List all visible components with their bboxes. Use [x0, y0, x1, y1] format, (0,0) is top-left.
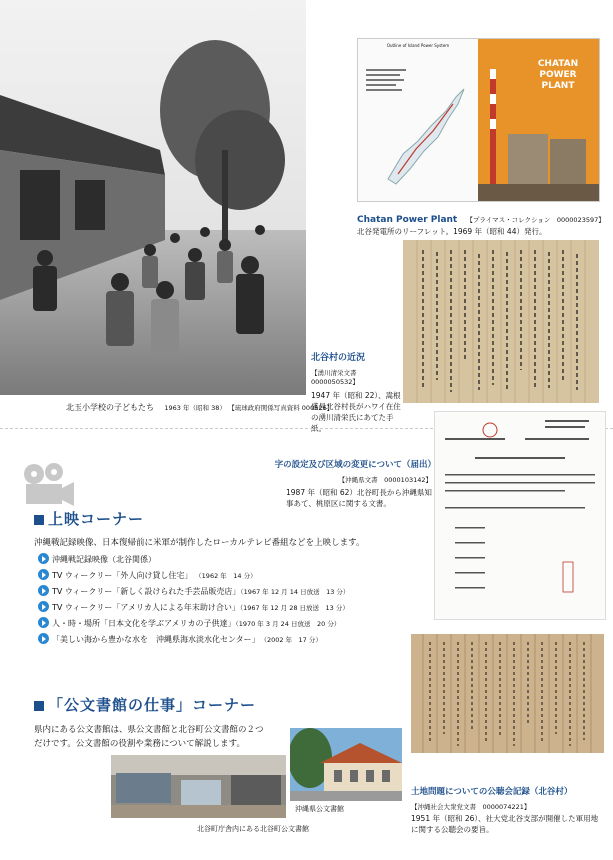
- program-title: TV ウィークリー「アメリカ人による年末助け合い」: [52, 603, 240, 612]
- typed-document-image: [434, 411, 606, 620]
- play-icon: [38, 553, 49, 564]
- letter-image: [403, 240, 599, 403]
- screening-intro: 沖縄戦記録映像、日本復帰前に米軍が制作したローカルテレビ番組などを上映します。: [34, 538, 365, 548]
- hearing-record-image: [411, 634, 604, 753]
- doc2-caption: [250, 458, 436, 509]
- square-bullet-icon: [34, 515, 44, 525]
- archives-section-title: [34, 694, 256, 715]
- doc1-details: [311, 368, 403, 434]
- school-photo-source: 【琉球政府関係写真資料 000526】: [228, 404, 334, 412]
- prefectural-archives-caption: 沖縄県公文書館: [295, 805, 344, 813]
- screening-title: 上映コーナー: [48, 510, 145, 528]
- program-meta: （1967 年 12 月 28 日放送 13 分）: [239, 604, 349, 612]
- program-meta: （2002 年 17 分）: [263, 636, 322, 644]
- archives-title: 「公文書館の仕事」コーナー: [48, 696, 257, 714]
- play-icon: [38, 585, 49, 596]
- archives-description: [34, 723, 264, 751]
- leaflet-desc: 北谷発電所のリーフレット。1969 年（昭和 44）発行。: [357, 227, 547, 236]
- play-icon: [38, 633, 49, 644]
- program-title: TV ウィークリー「外人向け貸し住宅」: [52, 571, 193, 580]
- program-title: 沖縄戦記録映像（北谷関係）: [52, 555, 156, 564]
- program-title: TV ウィークリー「新しく設けられた手芸品販売店」: [52, 587, 241, 596]
- program-item: [38, 600, 349, 616]
- program-item: [38, 568, 349, 584]
- town-archive-caption: 北谷町庁舎内にある北谷町公文書館: [197, 825, 309, 833]
- doc3-caption: [411, 785, 609, 835]
- play-icon: [38, 569, 49, 580]
- program-meta: （1962 年 14 分）: [198, 572, 257, 580]
- program-title: 人・時・場所「日本文化を学ぶアメリカの子供達」: [52, 619, 236, 628]
- program-title: 「美しい海から豊かな水を 沖縄県海水淡水化センター」: [52, 635, 260, 644]
- school-photo-date: 1963 年（昭和 38）: [164, 404, 226, 412]
- screening-section-title: [34, 508, 144, 529]
- program-item: [38, 632, 349, 648]
- doc3-title: 土地問題についての公聴会記録（北谷村）: [411, 787, 573, 797]
- school-photo-caption-title: 北玉小学校の子どもたち: [66, 403, 154, 412]
- archives-text-line1: 県内にある公文書館は、県公文書館と北谷町公文書館の２つ: [34, 725, 264, 735]
- screening-program-list: [38, 552, 349, 648]
- doc1-source: 【湧川清栄文書 0000050532】: [311, 369, 363, 386]
- program-meta: （1970 年 3 月 24 日放送 20 分）: [235, 620, 341, 628]
- program-item: [38, 552, 349, 568]
- doc2-title: 字の設定及び区域の変更について（届出）: [274, 460, 436, 470]
- prefectural-archives-photo: [290, 728, 402, 801]
- archives-text-line2: だけです。公文書館の役割や業務について解説します。: [34, 739, 245, 749]
- program-item: [38, 584, 349, 600]
- doc2-desc: 1987 年（昭和 62）北谷町長から沖縄県知事あて、桃原区に関する文書。: [286, 488, 432, 508]
- doc1-caption: [311, 350, 406, 363]
- school-photo-caption: [66, 402, 333, 414]
- leaflet-cover-text: CHATAN POWER PLANT: [537, 59, 579, 91]
- program-item: [38, 616, 349, 632]
- square-bullet-icon: [34, 701, 44, 711]
- program-meta: （1967 年 12 月 14 日放送 13 分）: [240, 588, 350, 596]
- leaflet-collection: 【プライマス・コレクション 0000023597】: [466, 216, 605, 224]
- doc1-desc: 1947 年（昭和 22）、嵩根盛昌北谷村長がハワイ在住の湧川清栄氏にあてた手紙。: [311, 391, 401, 433]
- leaflet-cover: [478, 39, 599, 201]
- leaflet-title: Chatan Power Plant: [357, 215, 458, 225]
- leaflet-map-page: [358, 39, 478, 201]
- town-archive-interior-photo: [111, 755, 286, 818]
- doc3-source: 【沖縄社会大衆党文書 0000074221】: [411, 803, 531, 811]
- doc2-source: 【沖縄県文書 0000103142】: [338, 476, 432, 484]
- film-projector-icon: [20, 462, 76, 510]
- play-icon: [38, 617, 49, 628]
- doc3-desc: 1951 年（昭和 26）、社大党北谷支部が開催した軍用地に関する公聴会の要旨。: [411, 814, 599, 834]
- leaflet-map-title: Outline of Island Power System: [386, 43, 450, 48]
- leaflet-image: [357, 38, 600, 202]
- doc1-title: 北谷村の近況: [311, 353, 366, 363]
- school-children-photo: [0, 0, 306, 395]
- play-icon: [38, 601, 49, 612]
- leaflet-caption: [357, 207, 607, 237]
